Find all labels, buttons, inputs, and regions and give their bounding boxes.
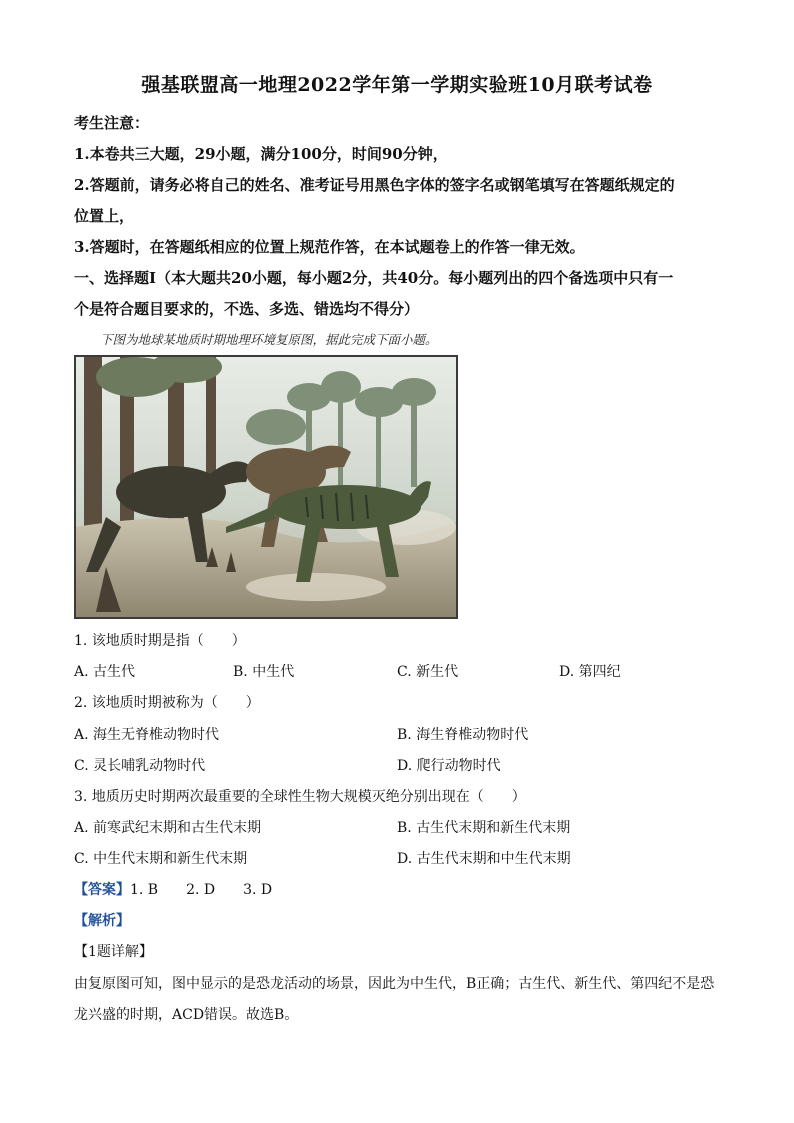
question-1-stem: 1. 该地质时期是指（ ） xyxy=(74,633,246,649)
notice-item-1: 1.本卷共三大题，29小题，满分100分，时间90分钟， xyxy=(74,145,448,163)
notice-heading: 考生注意： xyxy=(74,114,150,132)
page-title: 强基联盟高一地理2022学年第一学期实验班10月联考试卷 xyxy=(141,74,653,96)
section-heading-line1: 一、选择题Ⅰ（本大题共20小题，每小题2分，共40分。每小题列出的四个备选项中只有一 xyxy=(74,269,674,287)
detail-line-1: 由复原图可知，图中显示的是恐龙活动的场景，因此为中生代，B正确；古生代、新生代、第四纪不是恐 xyxy=(74,976,715,992)
dinosaur-scene-figure xyxy=(74,355,458,619)
question-2-option-c: C. 灵长哺乳动物时代 xyxy=(74,758,206,774)
notice-item-3: 3.答题时，在答题纸相应的位置上规范作答，在本试题卷上的作答一律无效。 xyxy=(74,238,585,256)
question-2-option-a: A. 海生无脊椎动物时代 xyxy=(74,727,220,743)
answer-label: 【答案】 xyxy=(74,882,130,898)
question-1-option-b: B. 中生代 xyxy=(233,664,295,680)
question-3-option-a: A. 前寒武纪末期和古生代末期 xyxy=(74,820,262,836)
question-2-option-d: D. 爬行动物时代 xyxy=(397,758,501,774)
question-1-option-d: D. 第四纪 xyxy=(559,664,621,680)
question-3-option-d: D. 古生代末期和中生代末期 xyxy=(397,851,571,867)
question-1-option-c: C. 新生代 xyxy=(397,664,459,680)
question-1-option-a: A. 古生代 xyxy=(74,664,136,680)
answer-line xyxy=(74,879,272,899)
question-3-option-c: C. 中生代末期和新生代末期 xyxy=(74,851,248,867)
question-2-option-b: B. 海生脊椎动物时代 xyxy=(397,727,529,743)
question-intro: 下图为地球某地质时期地理环境复原图，据此完成下面小题。 xyxy=(100,332,438,347)
detail-heading: 【1题详解】 xyxy=(74,944,153,960)
dinosaur-scene-icon xyxy=(76,357,456,617)
section-heading-line2: 个是符合题目要求的，不选、多选、错选均不得分） xyxy=(74,300,420,318)
question-3-stem: 3. 地质历史时期两次最重要的全球性生物大规模灭绝分别出现在（ ） xyxy=(74,789,526,805)
analysis-label: 【解析】 xyxy=(74,913,130,929)
notice-item-2: 2.答题前，请务必将自己的姓名、准考证号用黑色字体的签字名或钢笔填写在答题纸规定的 xyxy=(74,176,675,194)
question-3-option-b: B. 古生代末期和新生代末期 xyxy=(397,820,571,836)
detail-line-2: 龙兴盛的时期，ACD错误。故选B。 xyxy=(74,1007,299,1023)
answer-text: 1. B 2. D 3. D xyxy=(130,882,273,898)
notice-item-2-cont: 位置上， xyxy=(74,207,135,225)
question-2-stem: 2. 该地质时期被称为（ ） xyxy=(74,695,260,711)
